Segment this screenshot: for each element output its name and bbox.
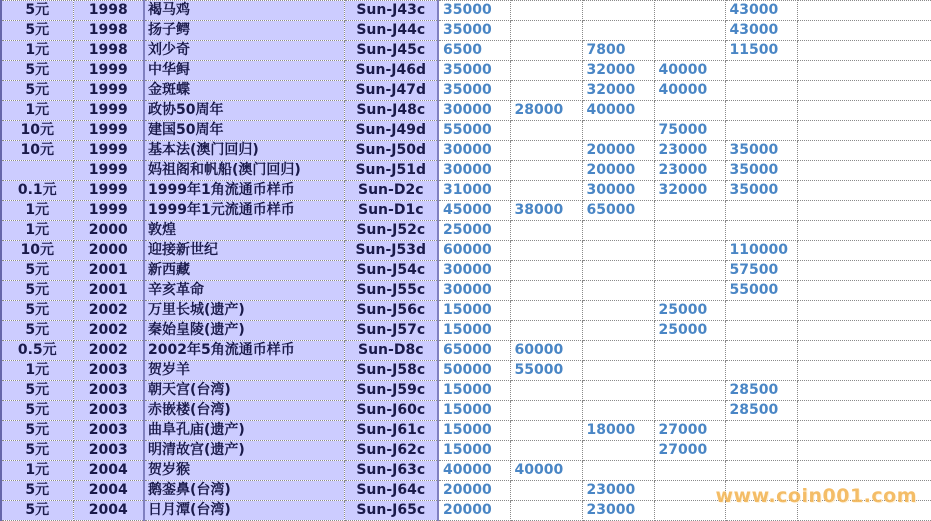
cell-price-4[interactable] — [654, 401, 725, 421]
table-body — [1, 1, 931, 521]
cell-coin-name[interactable]: 敦煌 — [144, 221, 344, 241]
cell-catalog-code[interactable]: Sun-J65c — [344, 501, 438, 521]
cell-denomination[interactable]: 5元 — [1, 281, 73, 301]
cell-year[interactable]: 2002 — [73, 341, 144, 361]
table-row — [1, 141, 931, 161]
cell-price-2[interactable] — [510, 161, 582, 181]
cell-price-5[interactable]: 35000 — [725, 141, 797, 161]
cell-price-3[interactable] — [582, 341, 654, 361]
cell-price-2[interactable] — [510, 321, 582, 341]
watermark-text: www.coin001.com — [715, 485, 917, 507]
cell-coin-name[interactable]: 万里长城(遗产) — [144, 301, 344, 321]
cell-price-3[interactable]: 30000 — [582, 181, 654, 201]
cell-price-1[interactable]: 15000 — [438, 381, 510, 401]
cell-catalog-code[interactable]: Sun-J59c — [344, 381, 438, 401]
cell-price-6[interactable] — [797, 341, 931, 361]
cell-year[interactable]: 2001 — [73, 261, 144, 281]
cell-price-5[interactable] — [725, 81, 797, 101]
cell-denomination[interactable]: 5元 — [1, 21, 73, 41]
cell-catalog-code[interactable]: Sun-J52c — [344, 221, 438, 241]
cell-denomination[interactable]: 5元 — [1, 481, 73, 501]
cell-price-6[interactable] — [797, 81, 931, 101]
cell-price-6[interactable] — [797, 321, 931, 341]
cell-denomination[interactable]: 5元 — [1, 501, 73, 521]
cell-price-3[interactable]: 20000 — [582, 161, 654, 181]
cell-price-2[interactable] — [510, 121, 582, 141]
cell-coin-name[interactable]: 金斑蝶 — [144, 81, 344, 101]
cell-price-1[interactable]: 45000 — [438, 201, 510, 221]
cell-price-1[interactable]: 15000 — [438, 441, 510, 461]
cell-price-1[interactable]: 15000 — [438, 421, 510, 441]
cell-price-1[interactable]: 20000 — [438, 501, 510, 521]
cell-catalog-code[interactable]: Sun-J49d — [344, 121, 438, 141]
cell-price-1[interactable]: 15000 — [438, 321, 510, 341]
cell-price-5[interactable] — [725, 61, 797, 81]
cell-catalog-code[interactable]: Sun-J51d — [344, 161, 438, 181]
cell-price-1[interactable]: 20000 — [438, 481, 510, 501]
cell-price-5[interactable]: 35000 — [725, 181, 797, 201]
cell-coin-name[interactable]: 新西藏 — [144, 261, 344, 281]
table-row — [1, 341, 931, 361]
cell-price-4[interactable] — [654, 221, 725, 241]
cell-denomination[interactable]: 0.1元 — [1, 181, 73, 201]
cell-price-4[interactable] — [654, 41, 725, 61]
cell-year[interactable]: 2003 — [73, 421, 144, 441]
cell-coin-name[interactable]: 贺岁羊 — [144, 361, 344, 381]
cell-price-6[interactable] — [797, 281, 931, 301]
cell-year[interactable]: 1999 — [73, 141, 144, 161]
cell-price-4[interactable]: 75000 — [654, 121, 725, 141]
cell-price-2[interactable] — [510, 221, 582, 241]
table-row — [1, 421, 931, 441]
table-row — [1, 261, 931, 281]
cell-denomination[interactable]: 5元 — [1, 301, 73, 321]
cell-coin-name[interactable]: 鹅銮鼻(台湾) — [144, 481, 344, 501]
table-row — [1, 1, 931, 21]
cell-coin-name[interactable]: 扬子鳄 — [144, 21, 344, 41]
cell-year[interactable]: 1998 — [73, 1, 144, 21]
cell-price-3[interactable] — [582, 381, 654, 401]
cell-price-5[interactable]: 57500 — [725, 261, 797, 281]
cell-price-5[interactable]: 43000 — [725, 1, 797, 21]
cell-catalog-code[interactable]: Sun-J47d — [344, 81, 438, 101]
cell-price-4[interactable] — [654, 21, 725, 41]
cell-year[interactable]: 2004 — [73, 461, 144, 481]
cell-coin-name[interactable]: 曲阜孔庙(遗产) — [144, 421, 344, 441]
cell-price-6[interactable] — [797, 421, 931, 441]
cell-price-6[interactable] — [797, 201, 931, 221]
cell-price-2[interactable] — [510, 501, 582, 521]
cell-price-5[interactable] — [725, 121, 797, 141]
table-row — [1, 381, 931, 401]
cell-price-4[interactable] — [654, 261, 725, 281]
cell-price-6[interactable] — [797, 441, 931, 461]
cell-denomination[interactable]: 10元 — [1, 121, 73, 141]
cell-catalog-code[interactable]: Sun-J44c — [344, 21, 438, 41]
cell-catalog-code[interactable]: Sun-J48c — [344, 101, 438, 121]
cell-price-1[interactable]: 50000 — [438, 361, 510, 381]
cell-price-4[interactable] — [654, 481, 725, 501]
cell-coin-name[interactable]: 1999年1元流通币样币 — [144, 201, 344, 221]
cell-price-5[interactable]: 43000 — [725, 21, 797, 41]
cell-price-3[interactable]: 32000 — [582, 81, 654, 101]
cell-price-4[interactable]: 25000 — [654, 321, 725, 341]
cell-price-2[interactable] — [510, 441, 582, 461]
cell-price-5[interactable] — [725, 321, 797, 341]
cell-catalog-code[interactable]: Sun-J60c — [344, 401, 438, 421]
table-row — [1, 221, 931, 241]
cell-year[interactable]: 1999 — [73, 181, 144, 201]
table-row — [1, 61, 931, 81]
cell-price-2[interactable]: 55000 — [510, 361, 582, 381]
cell-price-2[interactable] — [510, 141, 582, 161]
table-row — [1, 41, 931, 61]
cell-price-3[interactable]: 20000 — [582, 141, 654, 161]
cell-coin-name[interactable]: 1999年1角流通币样币 — [144, 181, 344, 201]
cell-price-5[interactable] — [725, 301, 797, 321]
cell-price-3[interactable] — [582, 321, 654, 341]
cell-price-6[interactable] — [797, 41, 931, 61]
cell-price-3[interactable] — [582, 441, 654, 461]
cell-coin-name[interactable]: 妈祖阁和帆船(澳门回归) — [144, 161, 344, 181]
cell-price-6[interactable] — [797, 301, 931, 321]
cell-price-6[interactable] — [797, 141, 931, 161]
cell-coin-name[interactable]: 明清故宫(遗产) — [144, 441, 344, 461]
cell-coin-name[interactable]: 中华鲟 — [144, 61, 344, 81]
cell-price-3[interactable]: 7800 — [582, 41, 654, 61]
cell-price-6[interactable] — [797, 241, 931, 261]
cell-catalog-code[interactable]: Sun-J55c — [344, 281, 438, 301]
cell-coin-name[interactable]: 辛亥革命 — [144, 281, 344, 301]
cell-price-2[interactable] — [510, 301, 582, 321]
cell-denomination[interactable]: 5元 — [1, 61, 73, 81]
cell-price-6[interactable] — [797, 1, 931, 21]
table-row — [1, 401, 931, 421]
cell-price-2[interactable] — [510, 181, 582, 201]
cell-catalog-code[interactable]: Sun-D2c — [344, 181, 438, 201]
cell-price-6[interactable] — [797, 181, 931, 201]
cell-coin-name[interactable]: 朝天宫(台湾) — [144, 381, 344, 401]
cell-price-2[interactable] — [510, 261, 582, 281]
cell-coin-name[interactable]: 基本法(澳门回归) — [144, 141, 344, 161]
cell-price-6[interactable] — [797, 221, 931, 241]
cell-coin-name[interactable]: 贺岁猴 — [144, 461, 344, 481]
cell-price-1[interactable]: 30000 — [438, 101, 510, 121]
cell-price-6[interactable] — [797, 401, 931, 421]
cell-price-3[interactable] — [582, 361, 654, 381]
cell-price-4[interactable]: 23000 — [654, 141, 725, 161]
cell-price-3[interactable] — [582, 401, 654, 421]
cell-price-3[interactable]: 23000 — [582, 481, 654, 501]
cell-year[interactable]: 2003 — [73, 441, 144, 461]
cell-price-6[interactable] — [797, 381, 931, 401]
cell-price-1[interactable]: 30000 — [438, 161, 510, 181]
cell-catalog-code[interactable]: Sun-J53d — [344, 241, 438, 261]
cell-price-4[interactable] — [654, 501, 725, 521]
cell-price-2[interactable] — [510, 421, 582, 441]
cell-price-4[interactable] — [654, 241, 725, 261]
cell-price-4[interactable]: 23000 — [654, 161, 725, 181]
cell-price-1[interactable]: 15000 — [438, 301, 510, 321]
cell-year[interactable]: 1999 — [73, 61, 144, 81]
cell-price-2[interactable] — [510, 61, 582, 81]
cell-catalog-code[interactable]: Sun-J56c — [344, 301, 438, 321]
cell-price-3[interactable]: 18000 — [582, 421, 654, 441]
cell-price-3[interactable] — [582, 241, 654, 261]
cell-year[interactable]: 2004 — [73, 501, 144, 521]
cell-denomination[interactable]: 10元 — [1, 141, 73, 161]
cell-catalog-code[interactable]: Sun-J64c — [344, 481, 438, 501]
cell-price-1[interactable]: 31000 — [438, 181, 510, 201]
cell-price-5[interactable] — [725, 421, 797, 441]
cell-price-5[interactable] — [725, 461, 797, 481]
cell-price-4[interactable] — [654, 341, 725, 361]
cell-price-3[interactable] — [582, 261, 654, 281]
cell-price-5[interactable] — [725, 201, 797, 221]
cell-catalog-code[interactable]: Sun-J45c — [344, 41, 438, 61]
cell-price-6[interactable] — [797, 121, 931, 141]
cell-price-6[interactable] — [797, 61, 931, 81]
cell-price-4[interactable]: 40000 — [654, 81, 725, 101]
cell-coin-name[interactable]: 赤嵌楼(台湾) — [144, 401, 344, 421]
cell-price-1[interactable]: 15000 — [438, 401, 510, 421]
cell-price-2[interactable]: 28000 — [510, 101, 582, 121]
table-row — [1, 441, 931, 461]
cell-year[interactable]: 2001 — [73, 281, 144, 301]
cell-price-6[interactable] — [797, 361, 931, 381]
cell-denomination[interactable]: 5元 — [1, 381, 73, 401]
cell-year[interactable]: 2002 — [73, 321, 144, 341]
table-row — [1, 301, 931, 321]
cell-price-3[interactable] — [582, 281, 654, 301]
cell-price-5[interactable]: 28500 — [725, 381, 797, 401]
cell-price-1[interactable]: 30000 — [438, 281, 510, 301]
table-row — [1, 461, 931, 481]
cell-denomination[interactable]: 1元 — [1, 221, 73, 241]
cell-price-2[interactable]: 38000 — [510, 201, 582, 221]
cell-denomination[interactable]: 5元 — [1, 81, 73, 101]
cell-price-1[interactable]: 6500 — [438, 41, 510, 61]
cell-price-5[interactable]: 110000 — [725, 241, 797, 261]
cell-price-4[interactable] — [654, 1, 725, 21]
cell-price-1[interactable]: 25000 — [438, 221, 510, 241]
cell-price-3[interactable] — [582, 221, 654, 241]
cell-coin-name[interactable]: 刘少奇 — [144, 41, 344, 61]
cell-price-2[interactable] — [510, 281, 582, 301]
cell-denomination[interactable] — [1, 161, 73, 181]
cell-price-3[interactable] — [582, 1, 654, 21]
cell-price-3[interactable]: 32000 — [582, 61, 654, 81]
cell-denomination[interactable]: 5元 — [1, 321, 73, 341]
cell-catalog-code[interactable]: Sun-D1c — [344, 201, 438, 221]
cell-price-4[interactable]: 40000 — [654, 61, 725, 81]
cell-price-5[interactable] — [725, 221, 797, 241]
cell-price-4[interactable] — [654, 201, 725, 221]
table-row — [1, 161, 931, 181]
cell-price-5[interactable]: 11500 — [725, 41, 797, 61]
cell-year[interactable]: 1998 — [73, 21, 144, 41]
cell-catalog-code[interactable]: Sun-J63c — [344, 461, 438, 481]
cell-price-4[interactable] — [654, 381, 725, 401]
cell-price-5[interactable]: 35000 — [725, 161, 797, 181]
cell-year[interactable]: 2003 — [73, 401, 144, 421]
cell-price-5[interactable] — [725, 361, 797, 381]
cell-price-2[interactable]: 40000 — [510, 461, 582, 481]
cell-price-2[interactable] — [510, 241, 582, 261]
cell-coin-name[interactable]: 建国50周年 — [144, 121, 344, 141]
cell-year[interactable]: 2004 — [73, 481, 144, 501]
cell-catalog-code[interactable]: Sun-J46d — [344, 61, 438, 81]
cell-denomination[interactable]: 5元 — [1, 261, 73, 281]
cell-price-3[interactable] — [582, 21, 654, 41]
cell-price-5[interactable]: 28500 — [725, 401, 797, 421]
table-row — [1, 241, 931, 261]
cell-price-3[interactable]: 23000 — [582, 501, 654, 521]
cell-price-2[interactable] — [510, 21, 582, 41]
cell-catalog-code[interactable]: Sun-J62c — [344, 441, 438, 461]
cell-denomination[interactable]: 1元 — [1, 41, 73, 61]
cell-denomination[interactable]: 1元 — [1, 361, 73, 381]
cell-denomination[interactable]: 10元 — [1, 241, 73, 261]
cell-catalog-code[interactable]: Sun-J58c — [344, 361, 438, 381]
cell-denomination[interactable]: 1元 — [1, 101, 73, 121]
cell-year[interactable]: 2002 — [73, 301, 144, 321]
cell-price-2[interactable] — [510, 41, 582, 61]
cell-price-1[interactable]: 35000 — [438, 1, 510, 21]
cell-catalog-code[interactable]: Sun-J61c — [344, 421, 438, 441]
cell-price-2[interactable] — [510, 481, 582, 501]
cell-price-1[interactable]: 30000 — [438, 261, 510, 281]
cell-price-2[interactable] — [510, 1, 582, 21]
cell-price-6[interactable] — [797, 161, 931, 181]
cell-price-2[interactable] — [510, 381, 582, 401]
cell-price-3[interactable]: 65000 — [582, 201, 654, 221]
cell-price-5[interactable]: 55000 — [725, 281, 797, 301]
table-row — [1, 21, 931, 41]
cell-year[interactable]: 2003 — [73, 361, 144, 381]
cell-year[interactable]: 1999 — [73, 161, 144, 181]
cell-price-4[interactable]: 27000 — [654, 441, 725, 461]
cell-catalog-code[interactable]: Sun-D8c — [344, 341, 438, 361]
cell-denomination[interactable]: 5元 — [1, 1, 73, 21]
cell-price-1[interactable]: 60000 — [438, 241, 510, 261]
cell-price-4[interactable] — [654, 101, 725, 121]
cell-price-1[interactable]: 35000 — [438, 61, 510, 81]
cell-catalog-code[interactable]: Sun-J43c — [344, 1, 438, 21]
table-row — [1, 201, 931, 221]
cell-price-1[interactable]: 35000 — [438, 21, 510, 41]
table-row — [1, 361, 931, 381]
table-row — [1, 81, 931, 101]
table-row — [1, 321, 931, 341]
cell-year[interactable]: 2003 — [73, 381, 144, 401]
cell-price-4[interactable] — [654, 361, 725, 381]
cell-catalog-code[interactable]: Sun-J54c — [344, 261, 438, 281]
table-row — [1, 181, 931, 201]
cell-catalog-code[interactable]: Sun-J57c — [344, 321, 438, 341]
cell-year[interactable]: 2000 — [73, 221, 144, 241]
cell-price-4[interactable]: 25000 — [654, 301, 725, 321]
cell-price-1[interactable]: 30000 — [438, 141, 510, 161]
cell-price-3[interactable] — [582, 461, 654, 481]
cell-coin-name[interactable]: 日月潭(台湾) — [144, 501, 344, 521]
cell-price-4[interactable] — [654, 281, 725, 301]
cell-price-5[interactable] — [725, 441, 797, 461]
cell-year[interactable]: 1999 — [73, 81, 144, 101]
cell-year[interactable]: 1999 — [73, 121, 144, 141]
cell-denomination[interactable]: 5元 — [1, 441, 73, 461]
cell-price-2[interactable]: 60000 — [510, 341, 582, 361]
cell-price-6[interactable] — [797, 261, 931, 281]
cell-price-1[interactable]: 55000 — [438, 121, 510, 141]
cell-price-5[interactable] — [725, 341, 797, 361]
cell-year[interactable]: 1998 — [73, 41, 144, 61]
table-row — [1, 121, 931, 141]
cell-year[interactable]: 1999 — [73, 201, 144, 221]
cell-coin-name[interactable]: 政协50周年 — [144, 101, 344, 121]
cell-price-6[interactable] — [797, 461, 931, 481]
cell-denomination[interactable]: 1元 — [1, 201, 73, 221]
table-row — [1, 101, 931, 121]
cell-coin-name[interactable]: 褐马鸡 — [144, 1, 344, 21]
cell-price-5[interactable] — [725, 101, 797, 121]
cell-coin-name[interactable]: 2002年5角流通币样币 — [144, 341, 344, 361]
cell-price-4[interactable]: 27000 — [654, 421, 725, 441]
cell-year[interactable]: 2000 — [73, 241, 144, 261]
cell-price-4[interactable]: 32000 — [654, 181, 725, 201]
cell-price-6[interactable] — [797, 101, 931, 121]
cell-coin-name[interactable]: 秦始皇陵(遗产) — [144, 321, 344, 341]
cell-price-3[interactable] — [582, 301, 654, 321]
table-row — [1, 281, 931, 301]
cell-denomination[interactable]: 5元 — [1, 421, 73, 441]
cell-denomination[interactable]: 1元 — [1, 461, 73, 481]
cell-price-2[interactable] — [510, 81, 582, 101]
cell-denomination[interactable]: 5元 — [1, 401, 73, 421]
cell-denomination[interactable]: 0.5元 — [1, 341, 73, 361]
cell-price-1[interactable]: 35000 — [438, 81, 510, 101]
cell-price-1[interactable]: 40000 — [438, 461, 510, 481]
cell-year[interactable]: 1999 — [73, 101, 144, 121]
cell-price-2[interactable] — [510, 401, 582, 421]
cell-catalog-code[interactable]: Sun-J50d — [344, 141, 438, 161]
cell-price-4[interactable] — [654, 461, 725, 481]
cell-price-3[interactable]: 40000 — [582, 101, 654, 121]
cell-price-6[interactable] — [797, 21, 931, 41]
cell-price-3[interactable] — [582, 121, 654, 141]
cell-price-1[interactable]: 65000 — [438, 341, 510, 361]
cell-coin-name[interactable]: 迎接新世纪 — [144, 241, 344, 261]
